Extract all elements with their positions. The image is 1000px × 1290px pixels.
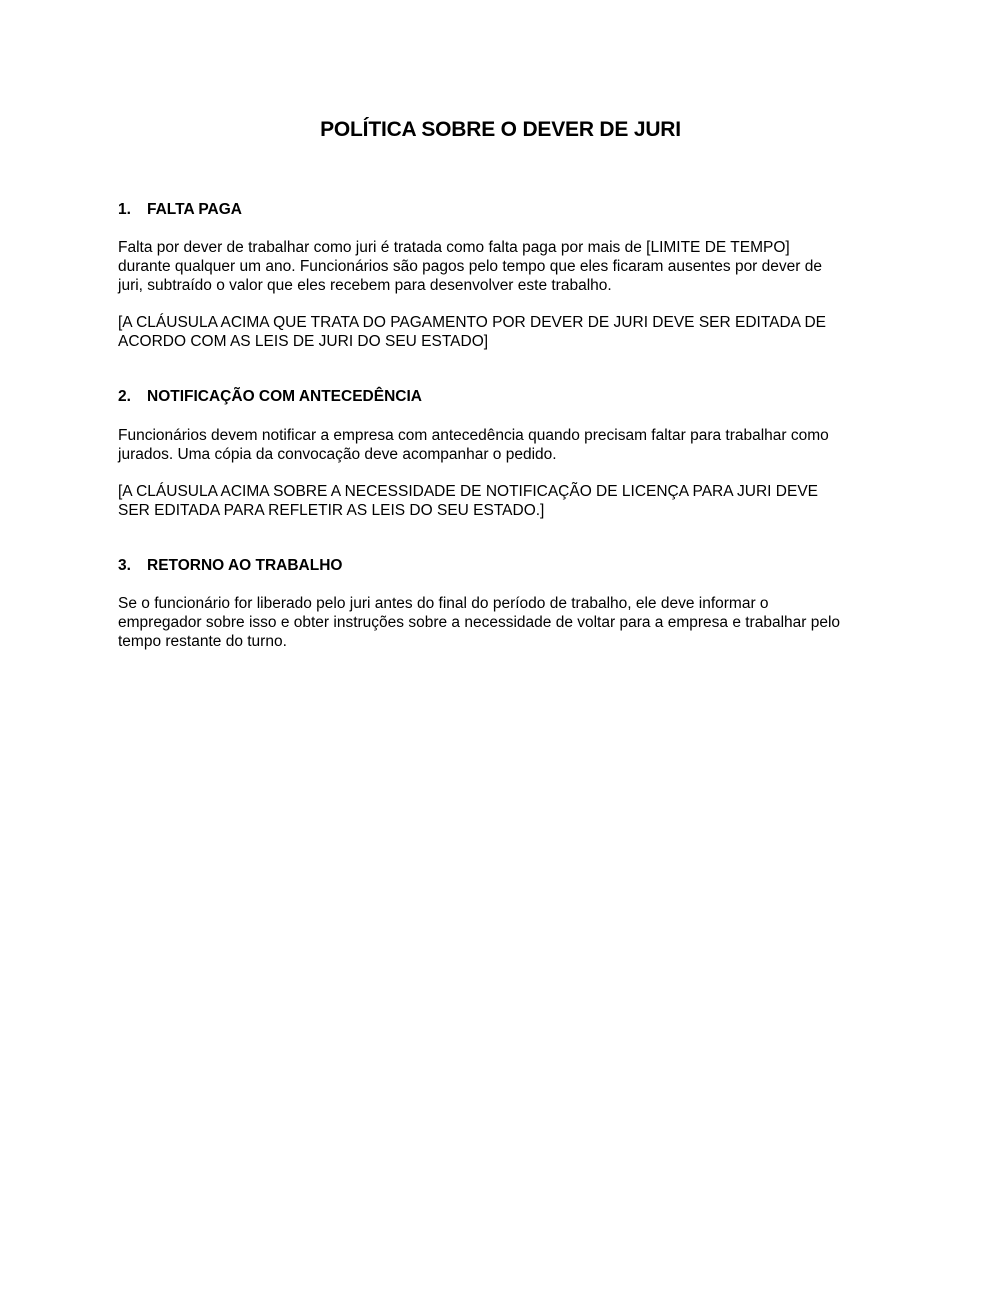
section-number: 2. <box>118 388 131 405</box>
text-line: Funcionários devem notificar a empresa com antecedência quando precisam faltar para trabalhar como <box>118 427 829 444</box>
text-line: [A CLÁUSULA ACIMA QUE TRATA DO PAGAMENTO POR DEVER DE JURI DEVE SER EDITADA DE <box>118 314 827 331</box>
section-title: FALTA PAGA <box>147 201 242 218</box>
text-line: durante qualquer um ano. Funcionários são pagos pelo tempo que eles ficaram ausentes por dever de <box>118 258 822 275</box>
section-number: 3. <box>118 557 131 574</box>
text-line: empregador sobre isso e obter instruções sobre a necessidade de voltar para a empresa e trabalhar pelo <box>118 614 841 631</box>
text-line: SER EDITADA PARA REFLETIR AS LEIS DO SEU ESTADO.] <box>118 502 545 519</box>
paragraph <box>118 238 888 295</box>
section-number: 1. <box>118 201 131 218</box>
editorial-note <box>118 482 888 520</box>
section-title: RETORNO AO TRABALHO <box>147 557 343 574</box>
section-heading-falta-paga <box>118 201 242 219</box>
paragraph <box>118 426 888 464</box>
text-line: ACORDO COM AS LEIS DE JURI DO SEU ESTADO] <box>118 333 489 350</box>
text-line: [A CLÁUSULA ACIMA SOBRE A NECESSIDADE DE NOTIFICAÇÃO DE LICENÇA PARA JURI DEVE <box>118 483 818 500</box>
text-line: juri, subtraído o valor que eles recebem para desenvolver este trabalho. <box>118 277 612 294</box>
text-line: jurados. Uma cópia da convocação deve acompanhar o pedido. <box>118 446 557 463</box>
paragraph <box>118 594 888 651</box>
section-heading-notificacao <box>118 388 422 406</box>
section-heading-retorno <box>118 557 342 575</box>
text-line: Se o funcionário for liberado pelo juri antes do final do período de trabalho, ele deve informar o <box>118 595 769 612</box>
document-title: POLÍTICA SOBRE O DEVER DE JURI <box>320 118 681 141</box>
section-title: NOTIFICAÇÃO COM ANTECEDÊNCIA <box>147 388 422 405</box>
editorial-note <box>118 313 888 351</box>
text-line: tempo restante do turno. <box>118 633 287 650</box>
text-line: Falta por dever de trabalhar como juri é tratada como falta paga por mais de [LIMITE DE TEMPO] <box>118 239 790 256</box>
